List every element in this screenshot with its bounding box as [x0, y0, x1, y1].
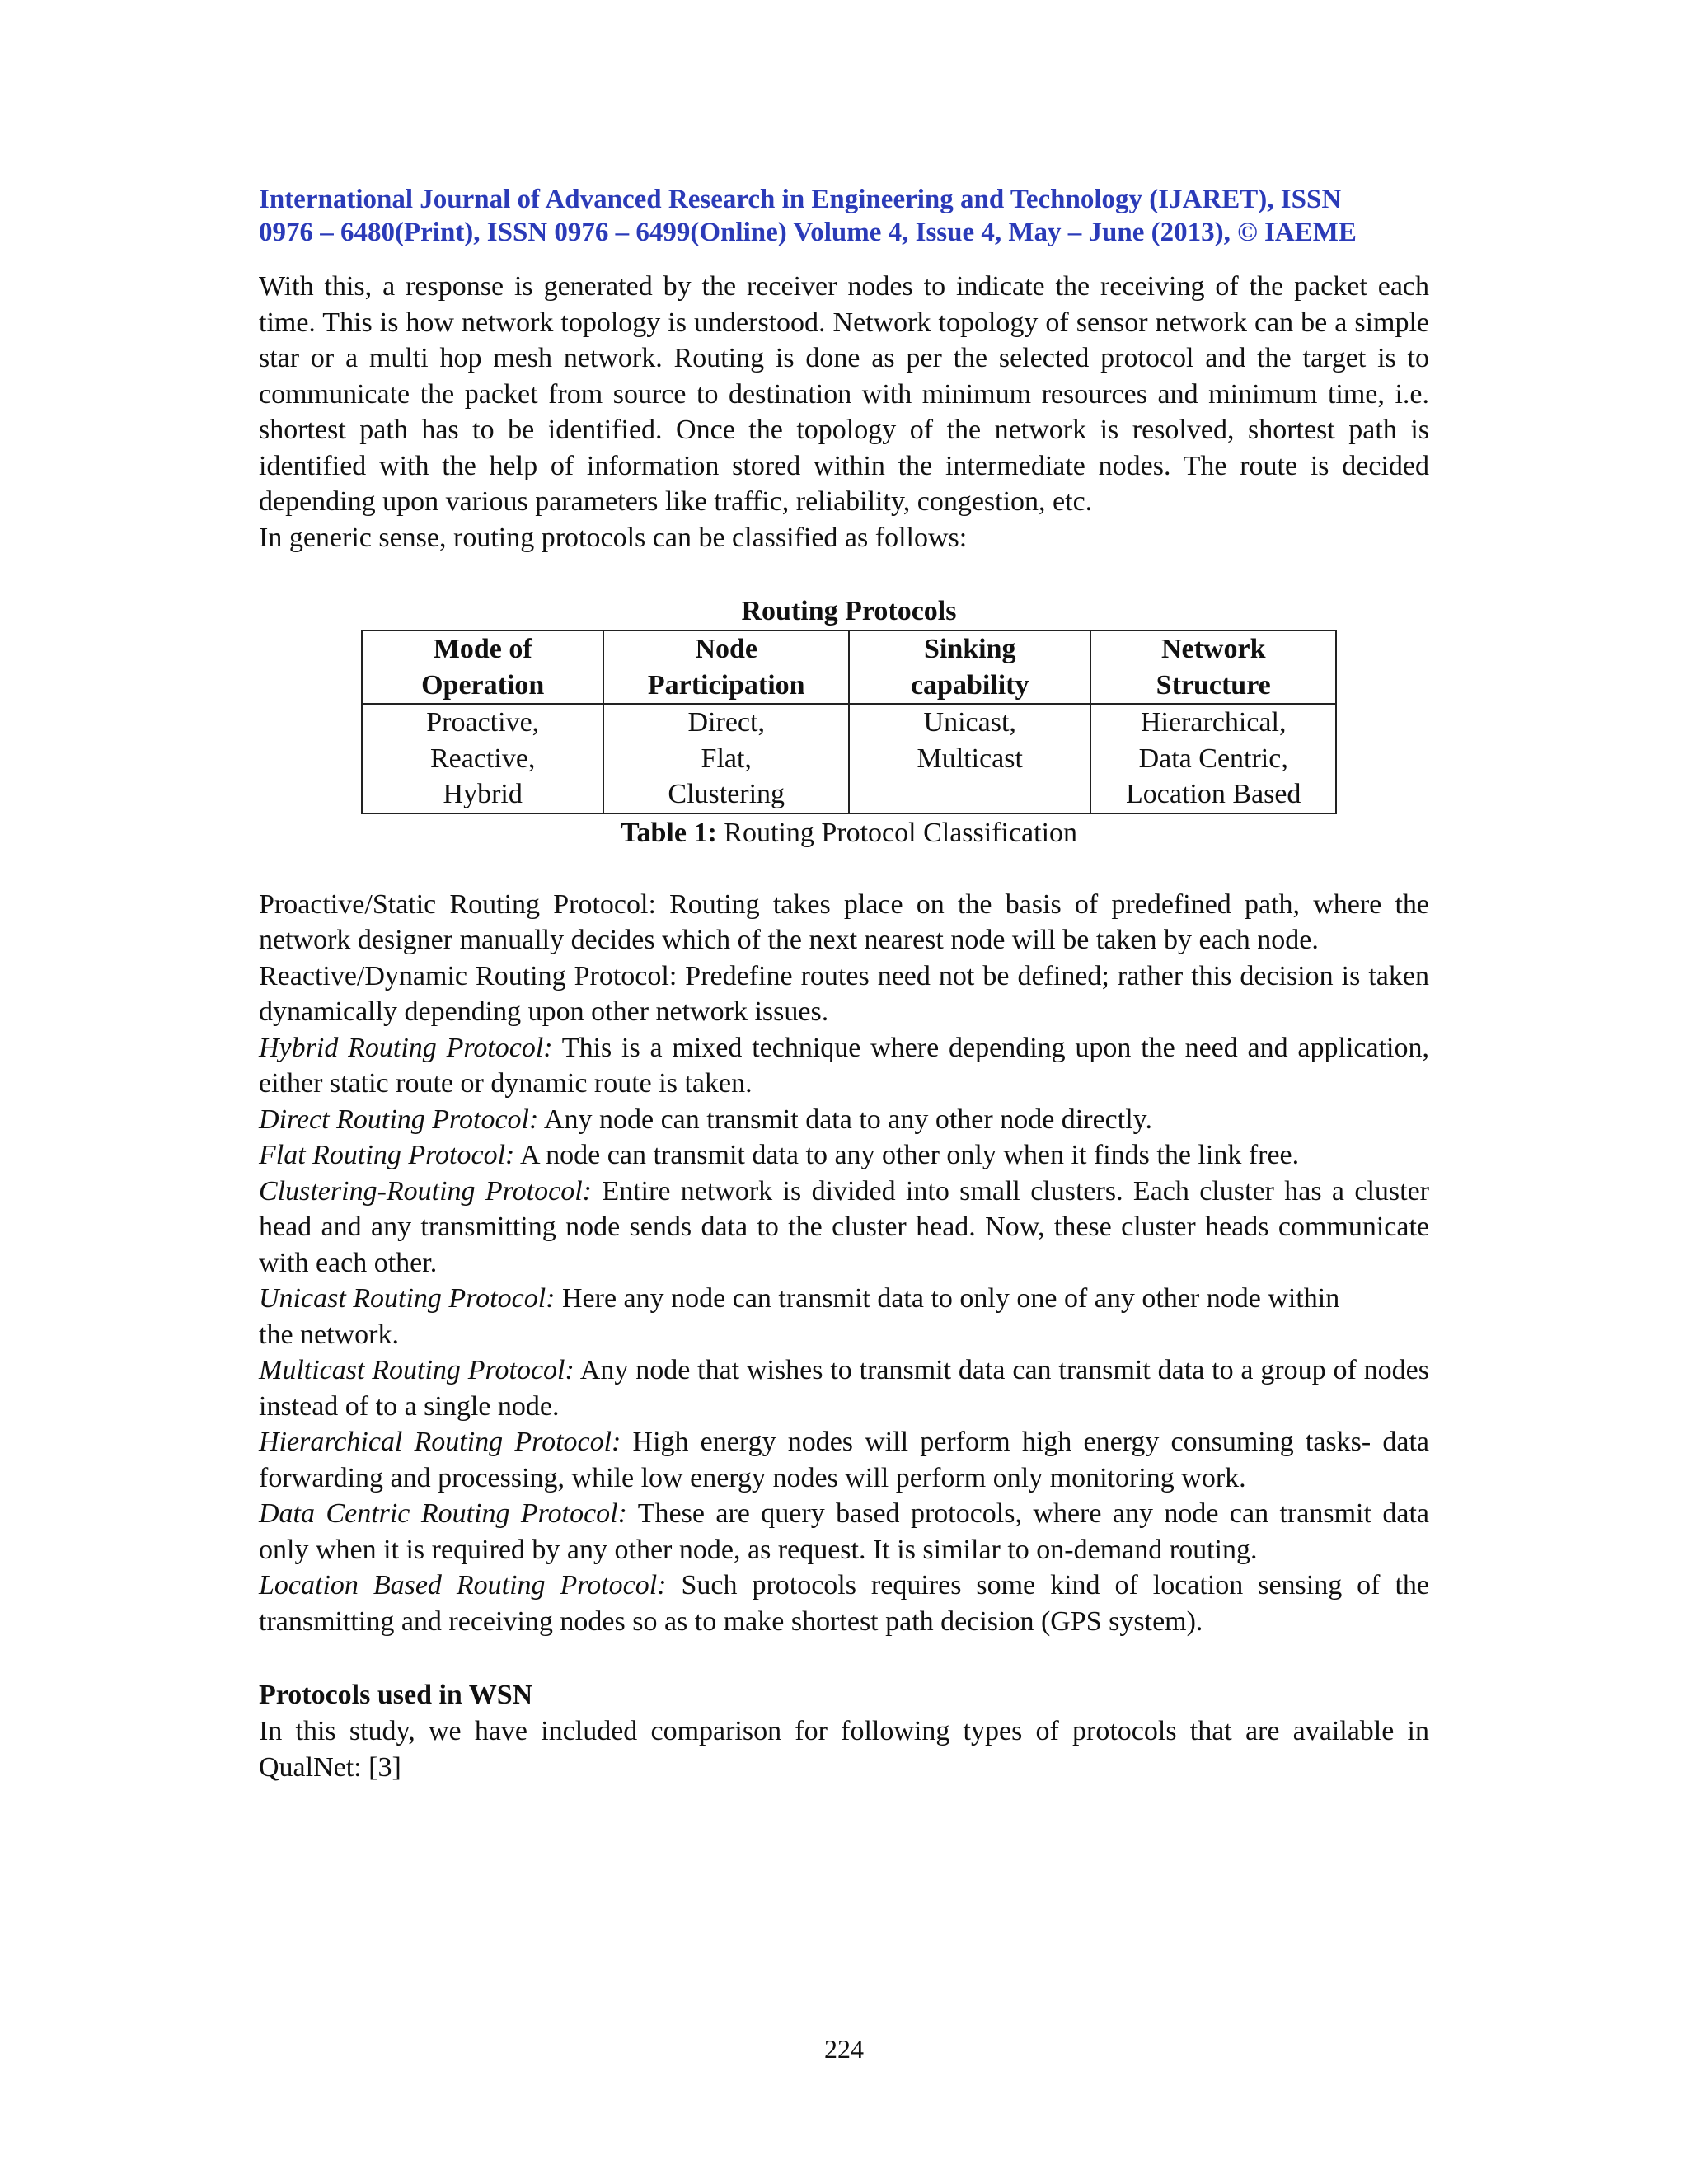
section-heading: Protocols used in WSN [259, 1680, 533, 1710]
cell-line: Location Based [1126, 779, 1301, 809]
definition-text: Proactive/Static Routing Protocol: Routing takes place on the basis of predefined path, where the network designer manually decides which of the next nearest node will be taken by each node. [259, 888, 1429, 955]
definition-flat [259, 1137, 1429, 1174]
definition-term: Flat Routing Protocol: [259, 1140, 515, 1170]
definition-text: High energy nodes will perform high energy consuming tasks- data forwarding and processing, while low energy nodes will perform only monitoring work. [259, 1427, 1429, 1493]
definition-location-based [259, 1568, 1429, 1639]
journal-header [259, 183, 1429, 249]
definition-data-centric [259, 1496, 1429, 1568]
definition-term: Data Centric Routing Protocol: [259, 1498, 627, 1529]
section-paragraph: In this study, we have included comparison for following types of protocols that are available in QualNet: [3] [259, 1716, 1429, 1783]
header-sinking-capability [849, 630, 1090, 704]
intro-paragraph: With this, a response is generated by the receiver nodes to indicate the receiving of the packet each time. This is how network topology is understood. Network topology of sensor network can be a simple star or a multi hop mesh network. Routing is done as per the selected protocol and the target is to communicate the packet from source to destination with minimum resources and minimum time, i.e. shortest path has to be identified. Once the topology of the network is resolved, shortest path is identified with the help of information stored within the intermediate nodes. The route is decided depending upon various parameters like traffic, reliability, congestion, etc. [259, 271, 1429, 517]
header-node-participation [603, 630, 849, 704]
header-mode-of-operation [362, 630, 603, 704]
definition-term: Hybrid Routing Protocol: [259, 1032, 553, 1063]
definition-reactive [259, 958, 1429, 1030]
definition-term: Direct Routing Protocol: [259, 1104, 539, 1135]
header-network-structure [1090, 630, 1336, 704]
cell-line: Hierarchical, [1140, 707, 1287, 738]
definition-term: Clustering-Routing Protocol: [259, 1175, 592, 1207]
definition-multicast [259, 1352, 1429, 1424]
table-caption [361, 814, 1337, 852]
cell-line: Data Centric, [1138, 743, 1288, 774]
journal-header-line1: International Journal of Advanced Research in Engineering and Technology (IJARET), ISSN [259, 185, 1342, 214]
cell-line: Direct, [687, 707, 765, 738]
header-line: Operation [421, 669, 545, 701]
definition-proactive [259, 887, 1429, 958]
table-header-row [362, 630, 1336, 704]
definition-text: Entire network is divided into small clusters. Each cluster has a cluster head and any transmitting node sends data to the cluster head. Now, these cluster heads communicate with each other. [259, 1175, 1429, 1278]
cell-node-participation [603, 704, 849, 813]
cell-line: Proactive, [426, 707, 540, 738]
header-line: capability [910, 669, 1029, 701]
table-row [362, 704, 1336, 813]
cell-mode-of-operation [362, 704, 603, 813]
header-line: Mode of [433, 634, 532, 664]
definition-text: These are query based protocols, where any node can transmit data only when it is required by any other node, as request. It is similar to on-demand routing. [259, 1498, 1429, 1565]
journal-header-line2: 0976 – 6480(Print), ISSN 0976 – 6499(Online) Volume 4, Issue 4, May – June (2013), © IAEME [259, 218, 1357, 247]
header-line: Structure [1156, 669, 1271, 701]
table-caption-label: Table 1: [620, 817, 717, 848]
definition-term: Location Based Routing Protocol: [259, 1570, 667, 1601]
definition-hybrid [259, 1030, 1429, 1102]
cell-sinking-capability [849, 704, 1090, 813]
definition-term: Multicast Routing Protocol: [259, 1355, 574, 1385]
definition-term: Unicast Routing Protocol: [259, 1283, 556, 1314]
definition-text: Any node that wishes to transmit data can transmit data to a group of nodes instead of to a single node. [259, 1355, 1429, 1422]
definition-text: A node can transmit data to any other only when it finds the link free. [514, 1140, 1300, 1170]
header-line: Node [695, 634, 758, 664]
routing-table-block [361, 593, 1337, 852]
page-number: 224 [824, 2034, 864, 2064]
definition-text: Reactive/Dynamic Routing Protocol: Predefine routes need not be defined; rather this decision is taken dynamically depending upon other network issues. [259, 960, 1429, 1027]
definition-clustering [259, 1174, 1429, 1282]
cell-line: Unicast, [923, 707, 1016, 738]
header-line: Participation [647, 669, 805, 701]
cell-line: Reactive, [430, 743, 536, 774]
cell-line: Hybrid [443, 779, 523, 809]
table-title: Routing Protocols [741, 596, 957, 626]
definition-unicast [259, 1281, 1429, 1352]
cell-line: Clustering [668, 779, 785, 809]
cell-line: Flat, [701, 743, 752, 774]
paper-page [259, 183, 1429, 1785]
routing-protocols-table [361, 630, 1337, 814]
header-line: Network [1160, 634, 1266, 664]
header-line: Sinking [923, 634, 1016, 664]
table-caption-text: Routing Protocol Classification [716, 817, 1078, 848]
definition-text: Here any node can transmit data to only one of any other node within the network. [259, 1283, 1340, 1350]
cell-network-structure [1090, 704, 1336, 813]
definition-term: Hierarchical Routing Protocol: [259, 1427, 621, 1457]
definition-direct [259, 1102, 1429, 1138]
protocol-definitions [259, 887, 1429, 1640]
definition-text: Such protocols requires some kind of location sensing of the transmitting and receiving nodes so as to make shortest path decision (GPS system). [259, 1570, 1429, 1637]
definition-text: This is a mixed technique where depending upon the need and application, either static route or dynamic route is taken. [259, 1032, 1429, 1099]
cell-line: Multicast [917, 743, 1023, 774]
definition-hierarchical [259, 1424, 1429, 1496]
definition-text: Any node can transmit data to any other node directly. [538, 1104, 1152, 1135]
classification-intro: In generic sense, routing protocols can be classified as follows: [259, 522, 968, 553]
